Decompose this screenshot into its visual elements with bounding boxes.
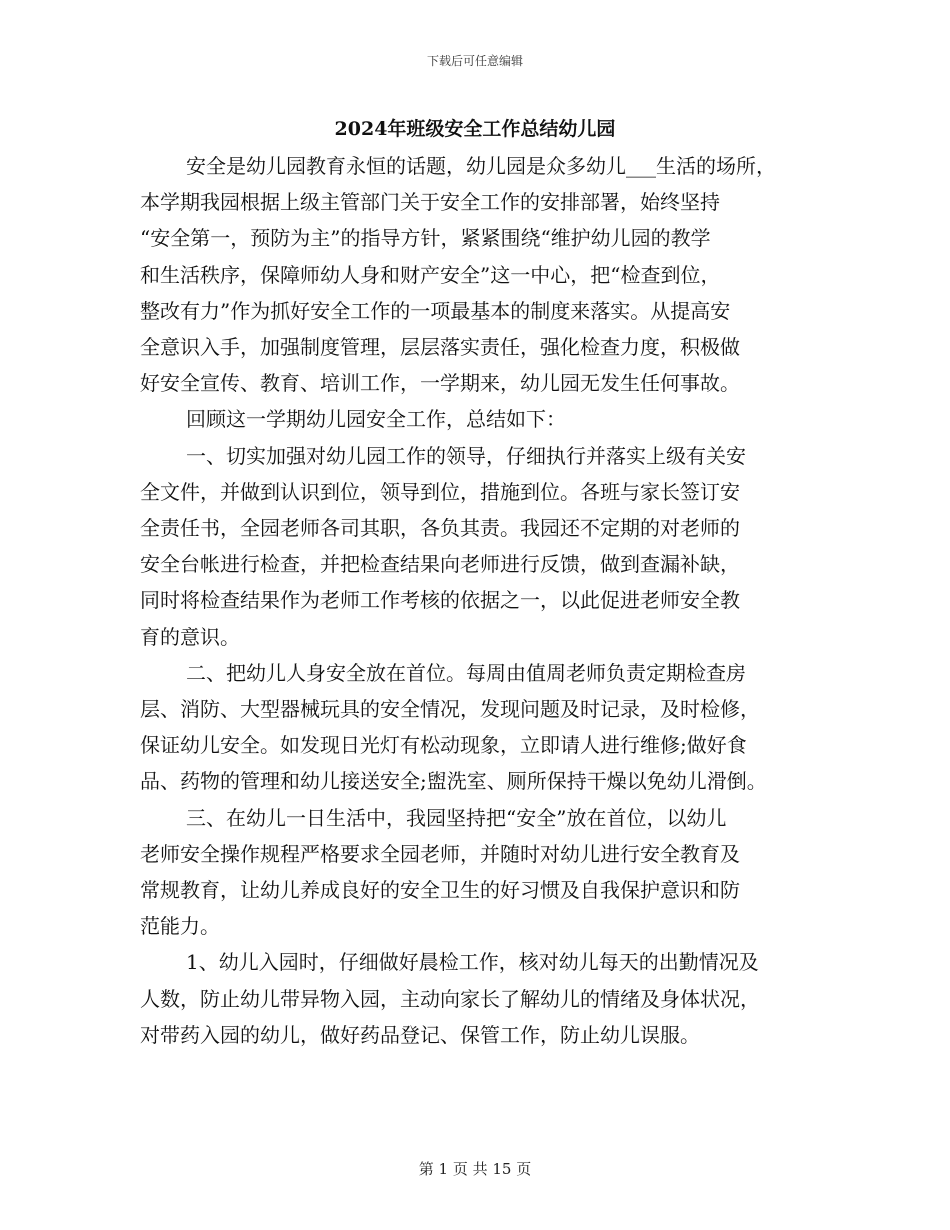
text-line: 人数，防止幼儿带异物入园，主动向家长了解幼儿的情绪及身体状况， (140, 986, 760, 1011)
text-line: 全文件，并做到认识到位，领导到位，措施到位。各班与家长签订安 (140, 479, 740, 504)
document-body (140, 148, 820, 1053)
text-line: 常规教育，让幼儿养成良好的安全卫生的好习惯及自我保护意识和防 (140, 878, 740, 903)
text-line: 全意识入手，加强制度管理，层层落实责任，强化检查力度，积极做 (140, 335, 740, 360)
text-line: 层、消防、大型器械玩具的安全情况，发现问题及时记录，及时检修， (140, 697, 760, 722)
text-line: 好安全宣传、教育、培训工作，一学期来，幼儿园无发生任何事故。 (140, 371, 740, 396)
text-line: 回顾这一学期幼儿园安全工作，总结如下： (186, 407, 566, 432)
header-note: 下载后可任意编辑 (426, 54, 523, 68)
text-line: 安全台帐进行检查，并把检查结果向老师进行反馈，做到查漏补缺， (140, 552, 740, 577)
text-line: 全责任书，全园老师各司其职，各负其责。我园还不定期的对老师的 (140, 516, 740, 541)
text-line: 品、药物的管理和幼儿接送安全;盥洗室、厕所保持干燥以免幼儿滑倒。 (140, 769, 767, 794)
text-line: 和生活秩序，保障师幼人身和财产安全”这一中心，把“检查到位， (140, 262, 721, 287)
paragraph (140, 800, 820, 945)
paragraph (140, 438, 820, 655)
text-line: 三、在幼儿一日生活中，我园坚持把“安全”放在首位，以幼儿 (186, 805, 727, 830)
paragraph (140, 655, 820, 800)
page-number-footer: 第 1 页 共 15 页 (418, 1160, 532, 1178)
text-line: 范能力。 (140, 914, 220, 939)
document-title: 2024年班级安全工作总结幼儿园 (334, 118, 616, 140)
text-line: 整改有力”作为抓好安全工作的一项最基本的制度来落实。从提高安 (140, 298, 731, 323)
text-line: 本学期我园根据上级主管部门关于安全工作的安排部署，始终坚持 (140, 190, 720, 215)
text-line: 一、切实加强对幼儿园工作的领导，仔细执行并落实上级有关安 (186, 443, 746, 468)
text-line: 二、把幼儿人身安全放在首位。每周由值周老师负责定期检查房 (186, 660, 746, 685)
paragraph (140, 944, 820, 1053)
text-line: 安全是幼儿园教育永恒的话题，幼儿园是众多幼儿___生活的场所， (186, 154, 776, 178)
text-line: 对带药入园的幼儿，做好药品登记、保管工作，防止幼儿误服。 (140, 1022, 700, 1047)
text-line: “安全第一，预防为主”的指导方针，紧紧围绕“维护幼儿园的教学 (140, 226, 711, 251)
text-line: 育的意识。 (140, 624, 240, 649)
text-line: 保证幼儿安全。如发现日光灯有松动现象，立即请人进行维修;做好食 (140, 733, 747, 758)
text-line: 老师安全操作规程严格要求全园老师，并随时对幼儿进行安全教育及 (140, 841, 740, 866)
paragraph (140, 148, 820, 401)
text-line: 同时将检查结果作为老师工作考核的依据之一，以此促进老师安全教 (140, 588, 740, 613)
text-line: 1、幼儿入园时，仔细做好晨检工作，核对幼儿每天的出勤情况及 (186, 950, 759, 975)
paragraph (140, 401, 820, 437)
